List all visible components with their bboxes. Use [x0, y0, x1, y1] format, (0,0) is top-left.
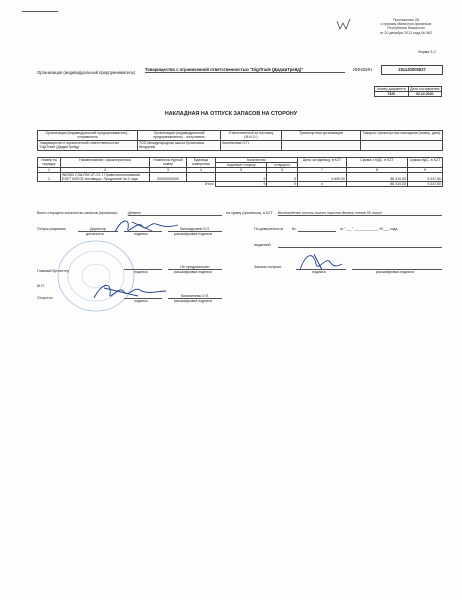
responsible-header: Ответственный за поставку (Ф.И.О.) — [221, 131, 282, 141]
parties-table — [37, 130, 443, 151]
col-number: 9 — [407, 168, 442, 173]
col-qty-header: Количество — [216, 158, 298, 163]
receiver-header: Организация (индивидуальный предприниматель) - получатель — [138, 131, 221, 141]
col-number: 4 — [187, 168, 216, 173]
sender-header: Организация (индивидуальный предприниматель) - отправитель — [38, 131, 138, 141]
total-sum: 86 310,00 — [346, 182, 407, 187]
waybill-header: Товарно-транспортная накладная (номер, дата) — [361, 131, 443, 141]
summary-sum-label: на сумму (прописью), в KZT — [226, 211, 273, 215]
handwritten-mark-icon — [336, 18, 352, 32]
col-number: 7 — [297, 168, 346, 173]
caption-decoding: расшифровка подписи — [174, 232, 212, 236]
doc-date: 02.12.2020 — [408, 92, 442, 97]
waybill-value — [361, 141, 443, 151]
proxy-label: По доверенности — [254, 227, 283, 231]
total-label: Итого — [38, 182, 216, 187]
summary-value: Девять — [128, 211, 222, 216]
summary-label: Всего отпущено количество запасов (прописью) — [37, 211, 118, 215]
col-number: 3 — [150, 168, 187, 173]
released-name: Кальмурзаев О.П. — [168, 227, 222, 232]
total-vat: 9 247,50 — [407, 182, 442, 187]
annex-line: от 20 декабря 2012 года № 562 — [379, 30, 433, 35]
total-row — [38, 182, 443, 187]
receiver-value: ТОО Международная школа Ерлиновых Кендірлик — [138, 141, 221, 151]
col-sum-header: Сумма с НДС, в KZT — [346, 158, 407, 168]
caption-signature: подпись — [134, 299, 148, 303]
annex-line: к приказу Министра финансов — [380, 22, 432, 27]
doc-number-header: Номер документа — [375, 87, 409, 92]
proxy-number: № — [292, 227, 296, 231]
org-label: Организация (индивидуальный предприниматель) — [37, 70, 136, 75]
mp-label: М.П. — [37, 284, 45, 288]
col-unit-header: Единица измерения — [187, 158, 216, 168]
items-table — [37, 157, 443, 187]
transport-value — [282, 141, 361, 151]
caption-decoding: расшифровка подписи — [174, 270, 212, 274]
proxy-number-line — [298, 227, 336, 232]
col-number: 2 — [61, 168, 150, 173]
item-qty-out: 9 — [267, 173, 297, 182]
item-num: 1 — [38, 173, 61, 182]
transport-header: Транспортная организация — [282, 131, 361, 141]
col-qty-out-header: отпущено — [267, 163, 297, 168]
col-number: 8 — [346, 168, 407, 173]
signature-icon — [296, 248, 346, 276]
col-price-header: Цена за единицу, в KZT — [297, 158, 346, 168]
iin-value: 191140000627 — [381, 65, 443, 75]
item-code: 00000000039 — [150, 173, 187, 182]
item-qty-due: 9 — [216, 173, 267, 182]
col-num-header: Номер по порядку — [38, 158, 61, 168]
chief-accountant-label: Главный бухгалтер — [37, 269, 69, 273]
col-number: 1 — [38, 168, 61, 173]
annex-block — [358, 18, 454, 35]
scan-mark — [22, 11, 58, 12]
caption-signature: подпись — [134, 232, 148, 236]
released-label: Отпуск разрешил — [37, 227, 67, 231]
signature-icon — [90, 280, 170, 304]
doc-number-table — [374, 86, 442, 97]
chief-accountant-value: Не предусмотрен — [168, 265, 222, 270]
doc-number: 7320 — [375, 92, 409, 97]
caption-decoding: расшифровка подписи — [376, 270, 414, 274]
org-name: Товарищество с ограниченной ответственностью "DigiTrade (ДиджиТрейд)" — [145, 67, 345, 73]
col-name-header: Наименование, характеристика — [61, 158, 150, 168]
col-number: 5 — [216, 168, 267, 173]
item-unit — [187, 173, 216, 182]
total-qty-out: 9 — [267, 182, 297, 187]
col-code-header: Номенкла-турный номер — [150, 158, 187, 168]
caption-position: должность — [86, 232, 104, 236]
page-title: НАКЛАДНАЯ НА ОТПУСК ЗАПАСОВ НА СТОРОНУ — [164, 111, 298, 117]
shipped-label: Отпустил — [37, 296, 53, 300]
responsible-value: Калиничева О.П. — [221, 141, 282, 151]
annex-line: Республики Казахстан — [387, 26, 425, 31]
col-vat-header: Сумма НДС, в KZT — [407, 158, 442, 168]
iin-label: ИИН/БИН — [353, 67, 372, 72]
total-qty-due: 9 — [216, 182, 267, 187]
received-label: Запасы получил — [254, 265, 282, 269]
form-label: Форма З-2 — [418, 50, 436, 54]
item-name: WDS50 СЛА-РАУ-0Т-У2-7 Право использования ESET NOD32 Антивирус. Продление на 2 года — [61, 173, 150, 182]
col-qty-due-header: подлежит отпуску — [216, 163, 267, 168]
total-price: х — [297, 182, 346, 187]
table-row — [38, 173, 443, 182]
signature-icon — [112, 216, 182, 238]
shipped-name: Калиничева О.П. — [168, 294, 222, 299]
caption-decoding: расшифровка подписи — [174, 299, 212, 303]
released-position: Директор — [78, 227, 118, 232]
item-sum: 86 310,00 — [346, 173, 407, 182]
item-vat: 9 247,50 — [407, 173, 442, 182]
annex-line: Приложение 26 — [392, 18, 420, 22]
issued-label: выданной — [254, 243, 271, 247]
item-price: 9 690,00 — [297, 173, 346, 182]
caption-signature: подпись — [312, 270, 326, 274]
proxy-date: от "___" ____________ 20___ года — [340, 227, 398, 231]
doc-date-header: Дата составления — [408, 87, 442, 92]
caption-signature: подпись — [134, 270, 148, 274]
sender-value: Товарищество с ограниченной ответственностью "DigiTrade (ДиджиТрейд)" — [38, 141, 138, 151]
summary-sum-value: Восемьдесят шесть тысяч триста десять тенге 00 тиын — [278, 211, 442, 216]
col-number: 6 — [267, 168, 297, 173]
